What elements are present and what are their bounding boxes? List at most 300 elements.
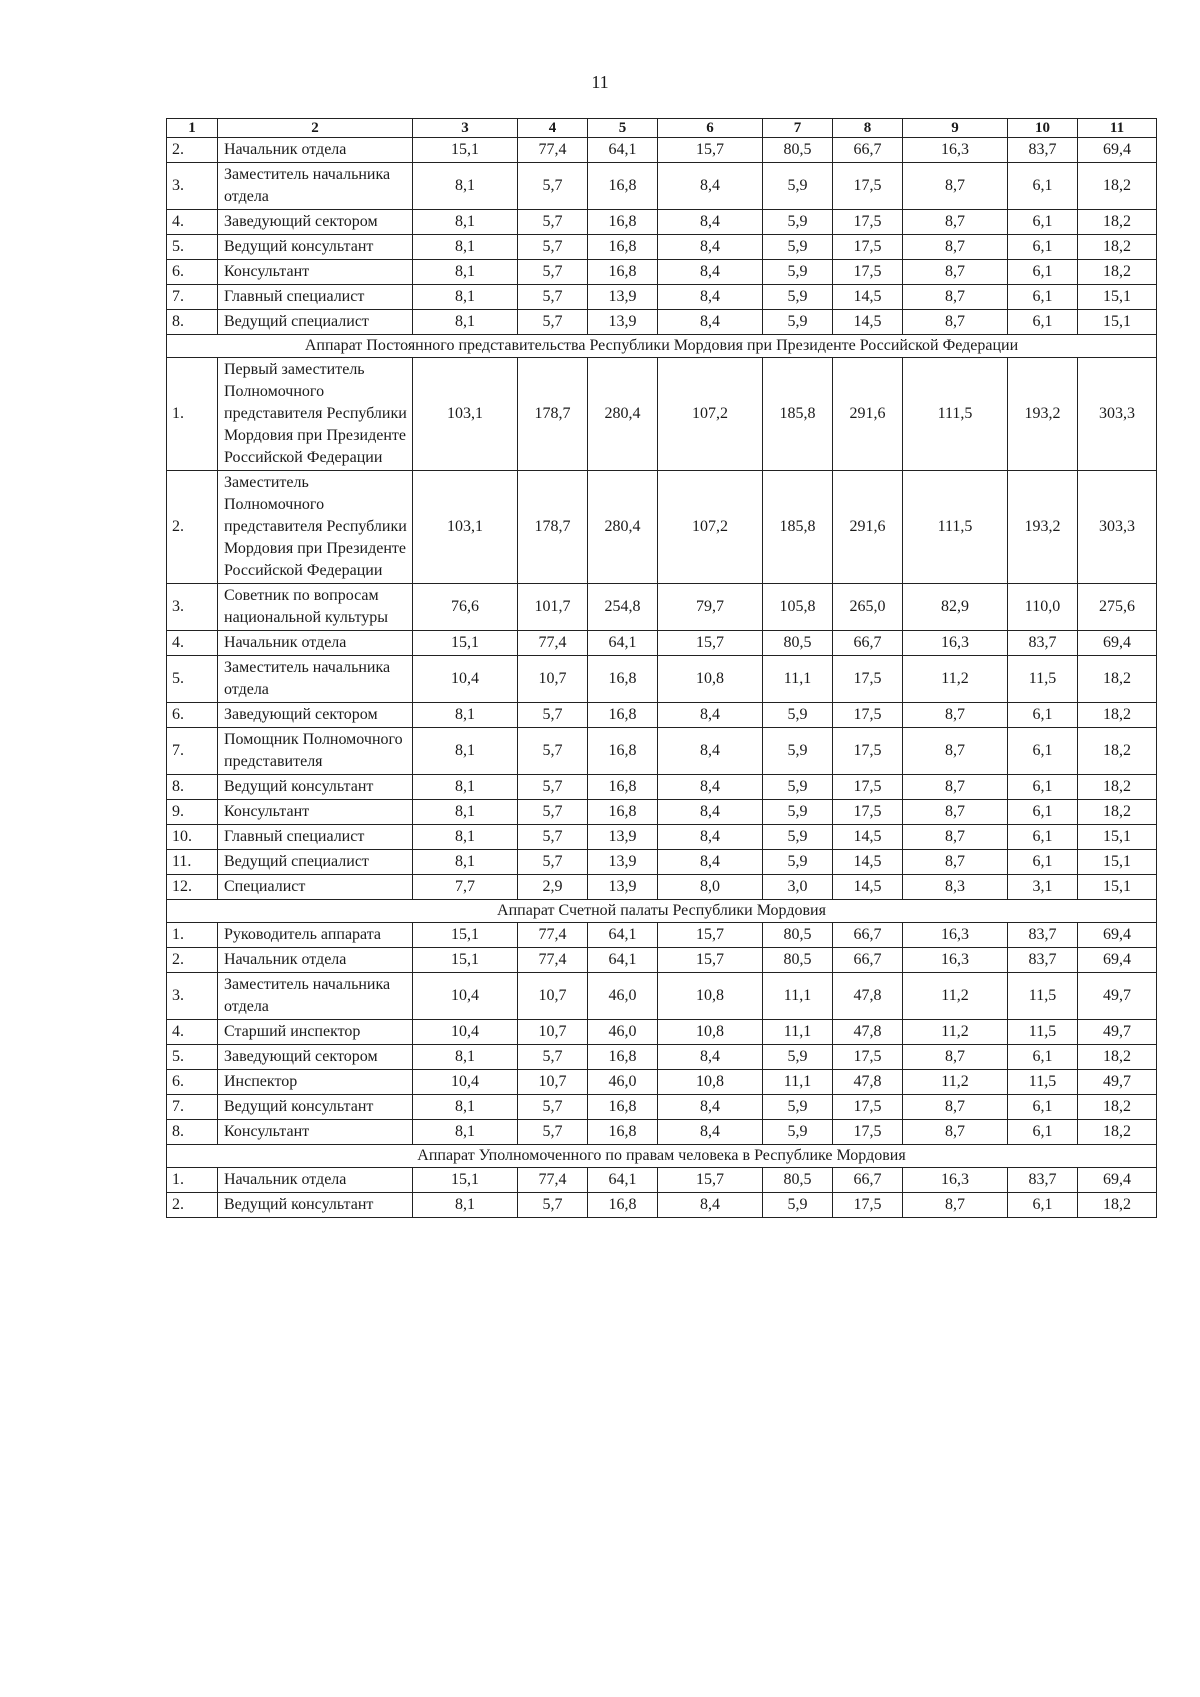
value-cell: 16,8 <box>588 728 658 775</box>
column-number: 2 <box>218 119 413 138</box>
value-cell: 66,7 <box>833 1168 903 1193</box>
value-cell: 6,1 <box>1008 728 1078 775</box>
value-cell: 185,8 <box>763 471 833 584</box>
row-index: 2. <box>167 948 218 973</box>
table-row <box>167 800 1157 825</box>
value-cell: 14,5 <box>833 850 903 875</box>
section-title: Аппарат Уполномоченного по правам человека в Республике Мордовия <box>167 1145 1157 1168</box>
row-index: 4. <box>167 631 218 656</box>
column-number: 9 <box>903 119 1008 138</box>
value-cell: 8,1 <box>413 1045 518 1070</box>
table-row <box>167 471 1157 584</box>
value-cell: 8,1 <box>413 1120 518 1145</box>
value-cell: 3,0 <box>763 875 833 900</box>
value-cell: 5,9 <box>763 210 833 235</box>
value-cell: 8,7 <box>903 310 1008 335</box>
value-cell: 5,7 <box>518 260 588 285</box>
position-name: Главный специалист <box>218 825 413 850</box>
value-cell: 83,7 <box>1008 948 1078 973</box>
value-cell: 16,3 <box>903 1168 1008 1193</box>
value-cell: 8,4 <box>658 1193 763 1218</box>
value-cell: 8,7 <box>903 1120 1008 1145</box>
row-index: 6. <box>167 1070 218 1095</box>
value-cell: 80,5 <box>763 631 833 656</box>
value-cell: 11,5 <box>1008 973 1078 1020</box>
table-row <box>167 703 1157 728</box>
column-number: 3 <box>413 119 518 138</box>
value-cell: 8,7 <box>903 825 1008 850</box>
value-cell: 11,2 <box>903 973 1008 1020</box>
value-cell: 8,1 <box>413 1193 518 1218</box>
value-cell: 10,4 <box>413 656 518 703</box>
value-cell: 13,9 <box>588 850 658 875</box>
value-cell: 6,1 <box>1008 210 1078 235</box>
value-cell: 16,8 <box>588 235 658 260</box>
row-index: 8. <box>167 775 218 800</box>
table-row <box>167 1168 1157 1193</box>
value-cell: 8,3 <box>903 875 1008 900</box>
value-cell: 5,7 <box>518 235 588 260</box>
value-cell: 18,2 <box>1078 800 1157 825</box>
table-row <box>167 775 1157 800</box>
value-cell: 6,1 <box>1008 260 1078 285</box>
value-cell: 17,5 <box>833 775 903 800</box>
value-cell: 111,5 <box>903 471 1008 584</box>
value-cell: 10,7 <box>518 973 588 1020</box>
position-name: Старший инспектор <box>218 1020 413 1045</box>
value-cell: 15,1 <box>1078 310 1157 335</box>
value-cell: 17,5 <box>833 260 903 285</box>
section-title: Аппарат Счетной палаты Республики Мордовия <box>167 900 1157 923</box>
value-cell: 10,8 <box>658 656 763 703</box>
value-cell: 291,6 <box>833 358 903 471</box>
value-cell: 66,7 <box>833 923 903 948</box>
value-cell: 77,4 <box>518 948 588 973</box>
value-cell: 5,7 <box>518 728 588 775</box>
value-cell: 8,4 <box>658 850 763 875</box>
column-number: 11 <box>1078 119 1157 138</box>
value-cell: 18,2 <box>1078 1095 1157 1120</box>
row-index: 1. <box>167 923 218 948</box>
value-cell: 5,9 <box>763 775 833 800</box>
value-cell: 16,8 <box>588 775 658 800</box>
value-cell: 107,2 <box>658 358 763 471</box>
value-cell: 18,2 <box>1078 1120 1157 1145</box>
value-cell: 11,5 <box>1008 1070 1078 1095</box>
row-index: 5. <box>167 1045 218 1070</box>
value-cell: 5,9 <box>763 235 833 260</box>
value-cell: 8,1 <box>413 285 518 310</box>
value-cell: 15,7 <box>658 948 763 973</box>
value-cell: 8,7 <box>903 1193 1008 1218</box>
position-name: Ведущий консультант <box>218 1193 413 1218</box>
value-cell: 8,7 <box>903 210 1008 235</box>
value-cell: 18,2 <box>1078 728 1157 775</box>
value-cell: 13,9 <box>588 285 658 310</box>
value-cell: 17,5 <box>833 1045 903 1070</box>
position-name: Начальник отдела <box>218 631 413 656</box>
value-cell: 303,3 <box>1078 471 1157 584</box>
value-cell: 69,4 <box>1078 631 1157 656</box>
value-cell: 8,4 <box>658 163 763 210</box>
column-number: 7 <box>763 119 833 138</box>
value-cell: 5,9 <box>763 1193 833 1218</box>
value-cell: 16,3 <box>903 948 1008 973</box>
row-index: 12. <box>167 875 218 900</box>
value-cell: 17,5 <box>833 1120 903 1145</box>
value-cell: 66,7 <box>833 631 903 656</box>
value-cell: 8,4 <box>658 775 763 800</box>
value-cell: 6,1 <box>1008 1193 1078 1218</box>
position-name: Инспектор <box>218 1070 413 1095</box>
row-index: 8. <box>167 1120 218 1145</box>
table-row <box>167 875 1157 900</box>
value-cell: 15,1 <box>413 923 518 948</box>
value-cell: 47,8 <box>833 1070 903 1095</box>
value-cell: 8,1 <box>413 800 518 825</box>
value-cell: 8,7 <box>903 775 1008 800</box>
value-cell: 105,8 <box>763 584 833 631</box>
column-number: 4 <box>518 119 588 138</box>
value-cell: 3,1 <box>1008 875 1078 900</box>
value-cell: 11,5 <box>1008 656 1078 703</box>
value-cell: 8,4 <box>658 1095 763 1120</box>
value-cell: 11,1 <box>763 1020 833 1045</box>
value-cell: 66,7 <box>833 948 903 973</box>
value-cell: 2,9 <box>518 875 588 900</box>
position-name: Начальник отдела <box>218 138 413 163</box>
value-cell: 8,1 <box>413 210 518 235</box>
value-cell: 18,2 <box>1078 260 1157 285</box>
table-row <box>167 656 1157 703</box>
value-cell: 8,7 <box>903 728 1008 775</box>
position-name: Помощник Полномочного представителя <box>218 728 413 775</box>
position-name: Заведующий сектором <box>218 703 413 728</box>
row-index: 1. <box>167 358 218 471</box>
value-cell: 83,7 <box>1008 1168 1078 1193</box>
value-cell: 18,2 <box>1078 703 1157 728</box>
value-cell: 15,1 <box>1078 825 1157 850</box>
value-cell: 8,7 <box>903 800 1008 825</box>
value-cell: 13,9 <box>588 310 658 335</box>
section-header-row <box>167 335 1157 358</box>
value-cell: 77,4 <box>518 1168 588 1193</box>
value-cell: 49,7 <box>1078 1070 1157 1095</box>
value-cell: 14,5 <box>833 825 903 850</box>
row-index: 8. <box>167 310 218 335</box>
value-cell: 80,5 <box>763 138 833 163</box>
value-cell: 5,9 <box>763 850 833 875</box>
value-cell: 5,9 <box>763 800 833 825</box>
value-cell: 64,1 <box>588 138 658 163</box>
value-cell: 6,1 <box>1008 310 1078 335</box>
row-index: 10. <box>167 825 218 850</box>
value-cell: 77,4 <box>518 631 588 656</box>
value-cell: 280,4 <box>588 471 658 584</box>
value-cell: 14,5 <box>833 875 903 900</box>
value-cell: 5,7 <box>518 1120 588 1145</box>
value-cell: 5,7 <box>518 1045 588 1070</box>
value-cell: 77,4 <box>518 138 588 163</box>
value-cell: 14,5 <box>833 310 903 335</box>
value-cell: 8,4 <box>658 285 763 310</box>
row-index: 7. <box>167 1095 218 1120</box>
position-name: Заместитель начальника отдела <box>218 656 413 703</box>
value-cell: 5,9 <box>763 285 833 310</box>
value-cell: 13,9 <box>588 825 658 850</box>
table-row <box>167 310 1157 335</box>
table-row <box>167 138 1157 163</box>
value-cell: 8,7 <box>903 235 1008 260</box>
row-index: 11. <box>167 850 218 875</box>
value-cell: 15,1 <box>413 631 518 656</box>
value-cell: 8,1 <box>413 310 518 335</box>
value-cell: 17,5 <box>833 163 903 210</box>
salary-table <box>166 118 1157 1218</box>
value-cell: 15,1 <box>1078 285 1157 310</box>
value-cell: 265,0 <box>833 584 903 631</box>
position-name: Заведующий сектором <box>218 210 413 235</box>
position-name: Советник по вопросам национальной культуры <box>218 584 413 631</box>
position-name: Специалист <box>218 875 413 900</box>
value-cell: 185,8 <box>763 358 833 471</box>
value-cell: 178,7 <box>518 358 588 471</box>
value-cell: 15,1 <box>413 138 518 163</box>
value-cell: 107,2 <box>658 471 763 584</box>
row-index: 7. <box>167 728 218 775</box>
value-cell: 7,7 <box>413 875 518 900</box>
value-cell: 79,7 <box>658 584 763 631</box>
value-cell: 8,1 <box>413 703 518 728</box>
value-cell: 5,7 <box>518 825 588 850</box>
value-cell: 16,8 <box>588 1045 658 1070</box>
value-cell: 80,5 <box>763 948 833 973</box>
value-cell: 303,3 <box>1078 358 1157 471</box>
value-cell: 8,7 <box>903 1045 1008 1070</box>
value-cell: 11,2 <box>903 1070 1008 1095</box>
row-index: 2. <box>167 138 218 163</box>
value-cell: 5,9 <box>763 1120 833 1145</box>
value-cell: 77,4 <box>518 923 588 948</box>
value-cell: 110,0 <box>1008 584 1078 631</box>
value-cell: 17,5 <box>833 235 903 260</box>
value-cell: 291,6 <box>833 471 903 584</box>
position-name: Главный специалист <box>218 285 413 310</box>
row-index: 7. <box>167 285 218 310</box>
value-cell: 64,1 <box>588 923 658 948</box>
value-cell: 64,1 <box>588 631 658 656</box>
position-name: Консультант <box>218 260 413 285</box>
value-cell: 5,7 <box>518 310 588 335</box>
value-cell: 254,8 <box>588 584 658 631</box>
row-index: 3. <box>167 163 218 210</box>
value-cell: 8,1 <box>413 850 518 875</box>
value-cell: 8,7 <box>903 285 1008 310</box>
column-number: 1 <box>167 119 218 138</box>
value-cell: 5,7 <box>518 775 588 800</box>
row-index: 2. <box>167 1193 218 1218</box>
value-cell: 6,1 <box>1008 285 1078 310</box>
value-cell: 103,1 <box>413 471 518 584</box>
position-name: Первый заместитель Полномочного представителя Республики Мордовия при Президенте Российской Федерации <box>218 358 413 471</box>
table-row <box>167 1120 1157 1145</box>
position-name: Ведущий специалист <box>218 850 413 875</box>
table-row <box>167 584 1157 631</box>
value-cell: 5,7 <box>518 800 588 825</box>
value-cell: 69,4 <box>1078 138 1157 163</box>
value-cell: 16,8 <box>588 800 658 825</box>
value-cell: 10,8 <box>658 1070 763 1095</box>
value-cell: 15,7 <box>658 631 763 656</box>
table-row <box>167 631 1157 656</box>
column-number-row <box>167 119 1157 138</box>
value-cell: 18,2 <box>1078 775 1157 800</box>
row-index: 6. <box>167 703 218 728</box>
value-cell: 49,7 <box>1078 1020 1157 1045</box>
value-cell: 14,5 <box>833 285 903 310</box>
table-row <box>167 285 1157 310</box>
position-name: Консультант <box>218 1120 413 1145</box>
value-cell: 6,1 <box>1008 235 1078 260</box>
value-cell: 8,7 <box>903 850 1008 875</box>
value-cell: 10,4 <box>413 973 518 1020</box>
value-cell: 18,2 <box>1078 1045 1157 1070</box>
value-cell: 16,8 <box>588 1095 658 1120</box>
value-cell: 8,4 <box>658 210 763 235</box>
value-cell: 47,8 <box>833 1020 903 1045</box>
table-row <box>167 728 1157 775</box>
value-cell: 66,7 <box>833 138 903 163</box>
value-cell: 275,6 <box>1078 584 1157 631</box>
table-row <box>167 358 1157 471</box>
value-cell: 5,9 <box>763 163 833 210</box>
value-cell: 5,9 <box>763 1095 833 1120</box>
value-cell: 17,5 <box>833 703 903 728</box>
value-cell: 10,4 <box>413 1070 518 1095</box>
value-cell: 10,8 <box>658 973 763 1020</box>
value-cell: 15,7 <box>658 138 763 163</box>
value-cell: 111,5 <box>903 358 1008 471</box>
value-cell: 5,7 <box>518 285 588 310</box>
value-cell: 6,1 <box>1008 1045 1078 1070</box>
value-cell: 15,1 <box>1078 875 1157 900</box>
value-cell: 5,9 <box>763 825 833 850</box>
value-cell: 6,1 <box>1008 850 1078 875</box>
value-cell: 15,7 <box>658 923 763 948</box>
value-cell: 8,1 <box>413 163 518 210</box>
value-cell: 10,7 <box>518 1070 588 1095</box>
value-cell: 8,0 <box>658 875 763 900</box>
value-cell: 5,7 <box>518 163 588 210</box>
value-cell: 69,4 <box>1078 948 1157 973</box>
table-row <box>167 1193 1157 1218</box>
table-row <box>167 948 1157 973</box>
value-cell: 8,7 <box>903 1095 1008 1120</box>
row-index: 3. <box>167 973 218 1020</box>
value-cell: 11,2 <box>903 656 1008 703</box>
table-row <box>167 1020 1157 1045</box>
row-index: 2. <box>167 471 218 584</box>
value-cell: 83,7 <box>1008 138 1078 163</box>
value-cell: 80,5 <box>763 923 833 948</box>
value-cell: 8,4 <box>658 825 763 850</box>
page-number: 11 <box>591 72 609 92</box>
value-cell: 5,9 <box>763 310 833 335</box>
value-cell: 8,1 <box>413 1095 518 1120</box>
value-cell: 10,7 <box>518 656 588 703</box>
value-cell: 16,3 <box>903 138 1008 163</box>
table-row <box>167 850 1157 875</box>
value-cell: 6,1 <box>1008 1095 1078 1120</box>
value-cell: 15,1 <box>413 948 518 973</box>
value-cell: 5,7 <box>518 1095 588 1120</box>
value-cell: 6,1 <box>1008 825 1078 850</box>
value-cell: 11,2 <box>903 1020 1008 1045</box>
value-cell: 8,1 <box>413 825 518 850</box>
value-cell: 83,7 <box>1008 631 1078 656</box>
value-cell: 64,1 <box>588 948 658 973</box>
table-row <box>167 235 1157 260</box>
value-cell: 8,7 <box>903 163 1008 210</box>
value-cell: 8,4 <box>658 703 763 728</box>
position-name: Ведущий консультант <box>218 235 413 260</box>
value-cell: 8,4 <box>658 728 763 775</box>
row-index: 4. <box>167 1020 218 1045</box>
value-cell: 18,2 <box>1078 163 1157 210</box>
value-cell: 8,4 <box>658 1120 763 1145</box>
value-cell: 5,7 <box>518 703 588 728</box>
table-row <box>167 973 1157 1020</box>
value-cell: 83,7 <box>1008 923 1078 948</box>
value-cell: 16,8 <box>588 1193 658 1218</box>
value-cell: 17,5 <box>833 210 903 235</box>
value-cell: 11,5 <box>1008 1020 1078 1045</box>
value-cell: 16,8 <box>588 656 658 703</box>
value-cell: 11,1 <box>763 656 833 703</box>
value-cell: 11,1 <box>763 973 833 1020</box>
value-cell: 8,7 <box>903 260 1008 285</box>
value-cell: 69,4 <box>1078 1168 1157 1193</box>
position-name: Ведущий консультант <box>218 775 413 800</box>
value-cell: 5,9 <box>763 703 833 728</box>
value-cell: 17,5 <box>833 1095 903 1120</box>
value-cell: 16,8 <box>588 260 658 285</box>
value-cell: 15,1 <box>1078 850 1157 875</box>
column-number: 8 <box>833 119 903 138</box>
table-body <box>167 119 1157 1218</box>
value-cell: 49,7 <box>1078 973 1157 1020</box>
value-cell: 76,6 <box>413 584 518 631</box>
value-cell: 5,9 <box>763 728 833 775</box>
value-cell: 16,8 <box>588 1120 658 1145</box>
value-cell: 8,4 <box>658 310 763 335</box>
value-cell: 280,4 <box>588 358 658 471</box>
value-cell: 8,1 <box>413 260 518 285</box>
row-index: 9. <box>167 800 218 825</box>
row-index: 1. <box>167 1168 218 1193</box>
value-cell: 178,7 <box>518 471 588 584</box>
section-title: Аппарат Постоянного представительства Республики Мордовия при Президенте Российской Федерации <box>167 335 1157 358</box>
column-number: 5 <box>588 119 658 138</box>
value-cell: 15,1 <box>413 1168 518 1193</box>
value-cell: 6,1 <box>1008 775 1078 800</box>
value-cell: 46,0 <box>588 1070 658 1095</box>
value-cell: 82,9 <box>903 584 1008 631</box>
position-name: Начальник отдела <box>218 948 413 973</box>
column-number: 6 <box>658 119 763 138</box>
value-cell: 15,7 <box>658 1168 763 1193</box>
position-name: Заместитель начальника отдела <box>218 973 413 1020</box>
